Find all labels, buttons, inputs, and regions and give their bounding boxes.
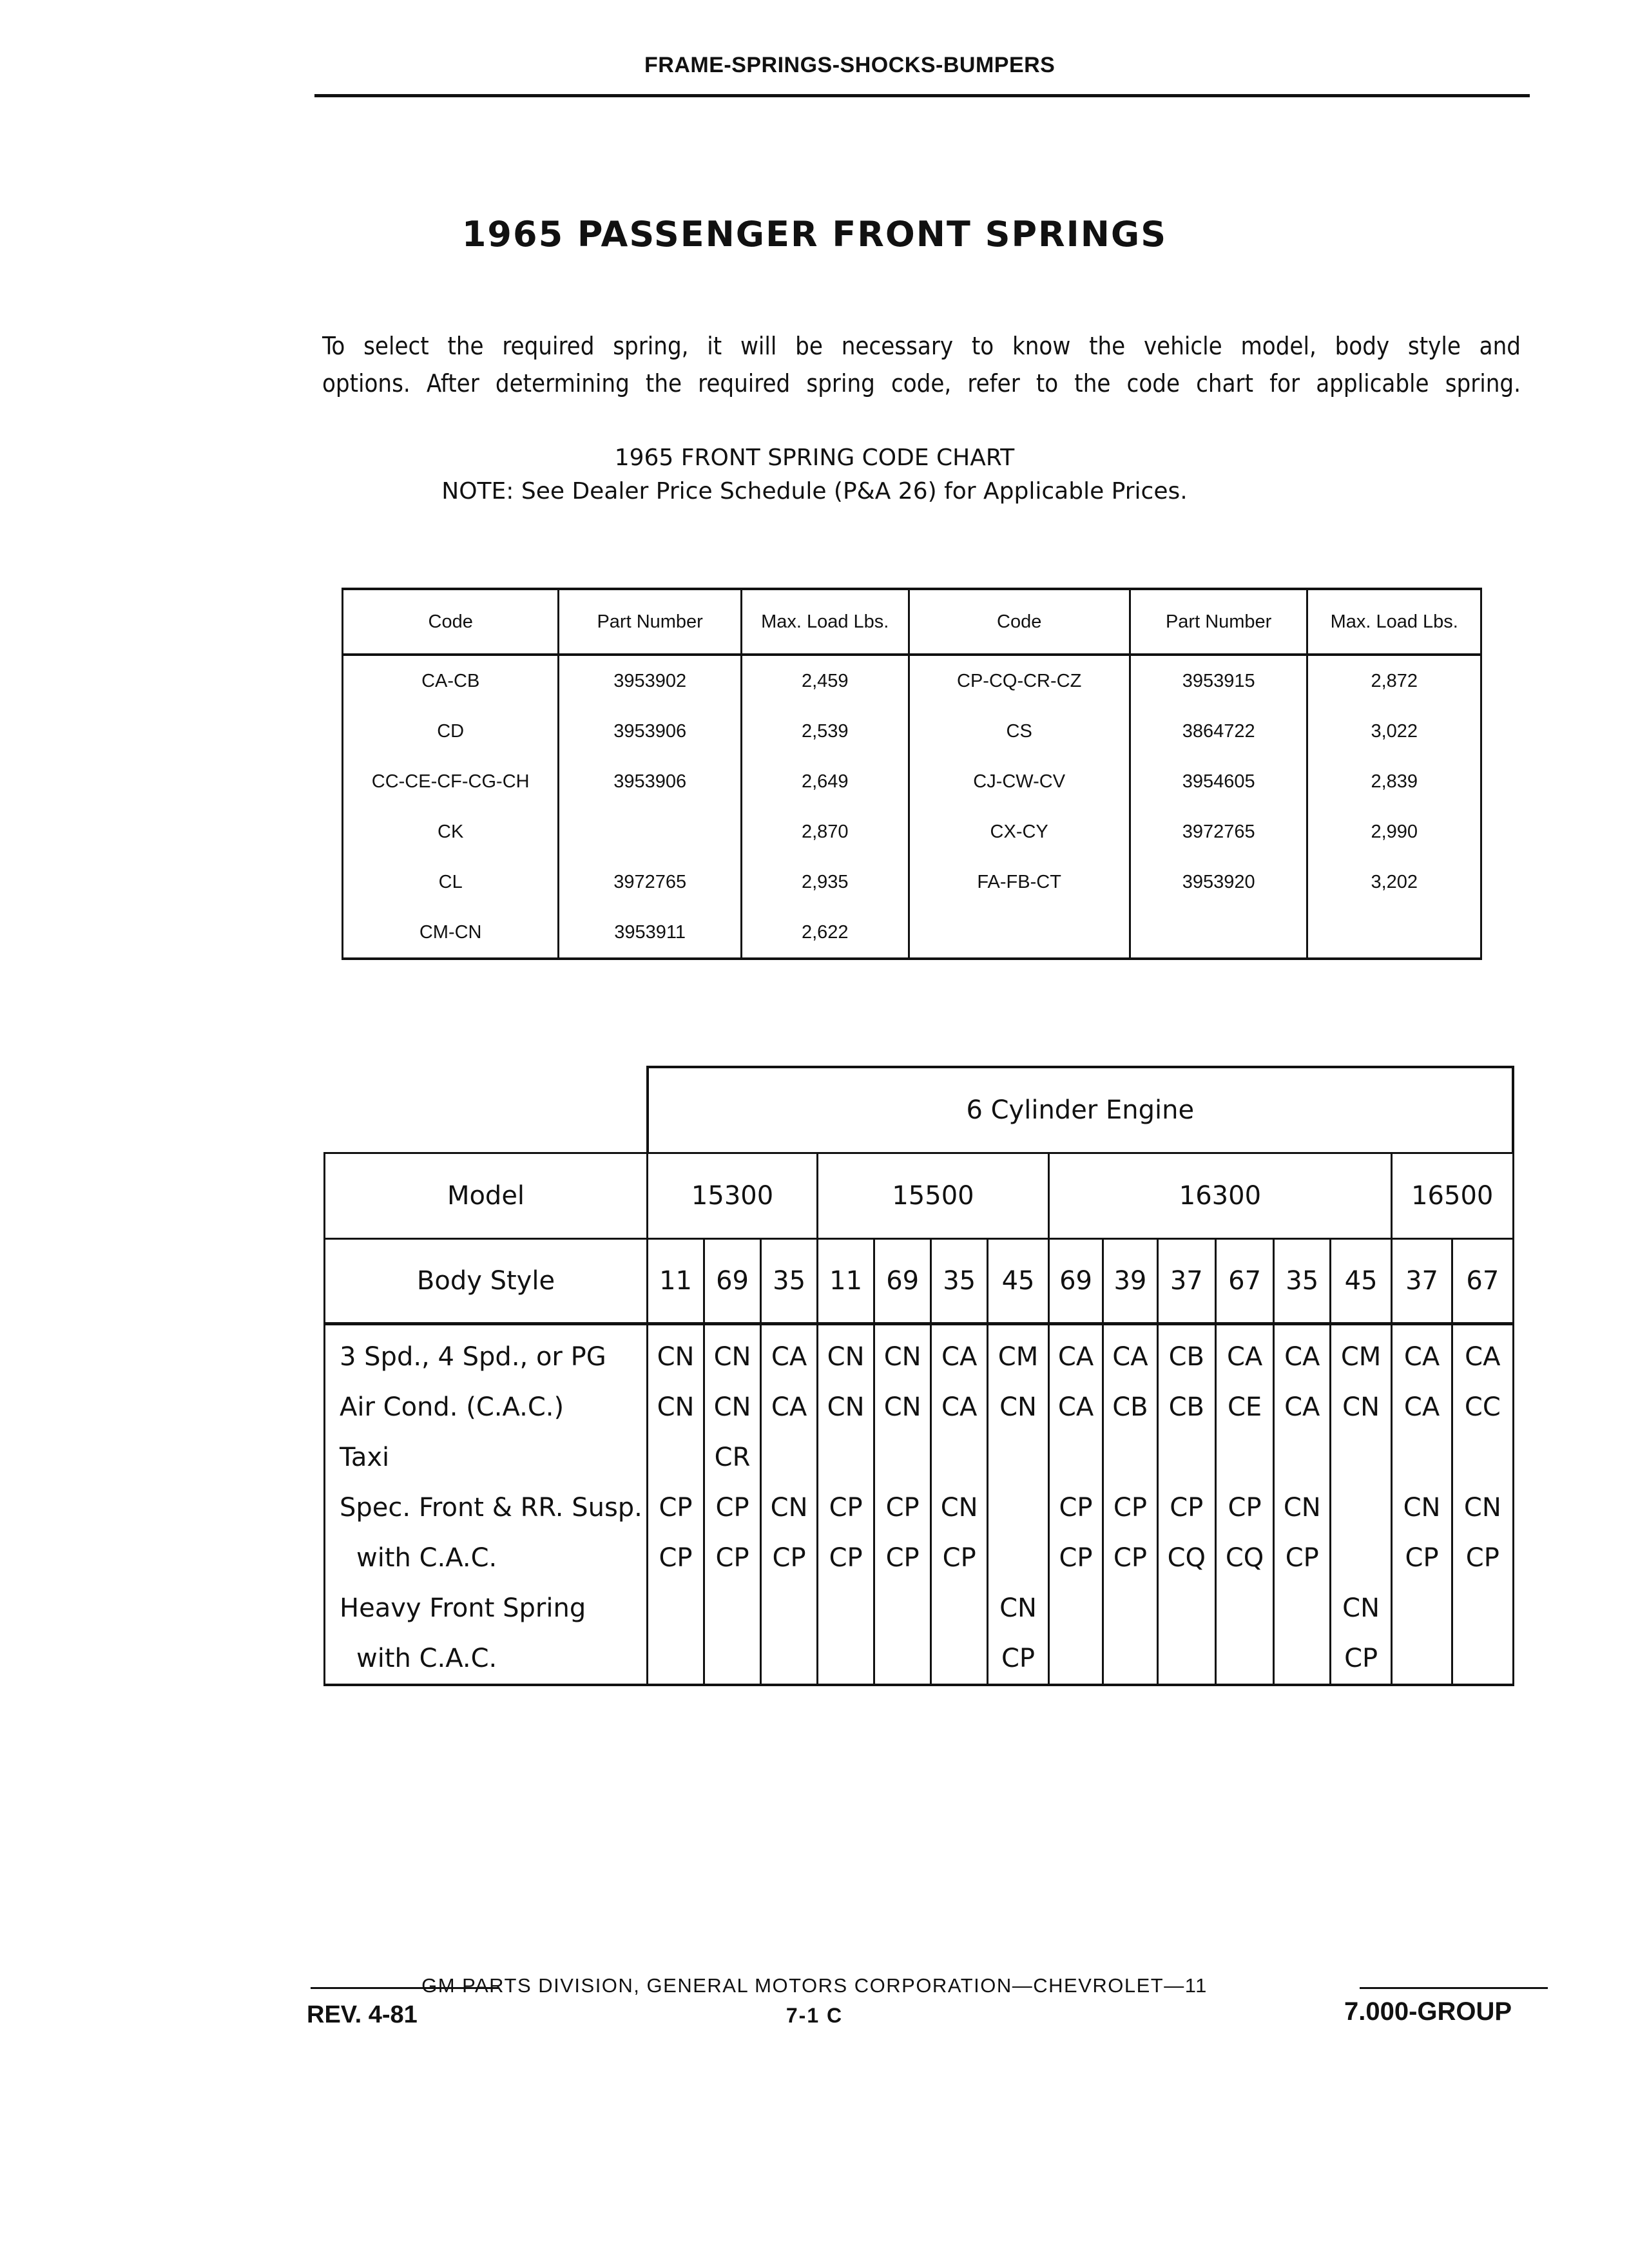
spring-code-chart: [342, 588, 1482, 960]
spring-code-cell: CB: [1103, 1382, 1157, 1432]
footer-revision: REV. 4-81: [307, 2001, 418, 2028]
spring-code-cell: CA: [1452, 1324, 1513, 1383]
code-chart-cell: CP-CQ-CR-CZ: [909, 655, 1130, 706]
code-chart-cell: 2,459: [741, 655, 909, 706]
body-style-cell: 69: [874, 1239, 931, 1324]
spring-code-cell: CN: [988, 1583, 1049, 1633]
intro-paragraph: [322, 327, 1521, 402]
table-row: [325, 1633, 1514, 1685]
spring-code-cell: [1103, 1583, 1157, 1633]
body-style-cell: 67: [1452, 1239, 1513, 1324]
spring-code-cell: CN: [1274, 1483, 1331, 1533]
model-header: 15500: [818, 1153, 1049, 1239]
footer-group: 7.000-GROUP: [1344, 1997, 1512, 2026]
spring-code-cell: CN: [704, 1382, 761, 1432]
engine-row: [325, 1067, 1514, 1153]
intro-line-2: options. After determining the required spring code, refer to the code chart for applicable spring.: [322, 369, 1521, 398]
body-style-cell: 67: [1215, 1239, 1273, 1324]
spring-code-cell: [1048, 1583, 1103, 1633]
body-style-cell: 35: [931, 1239, 988, 1324]
spring-code-cell: CB: [1157, 1382, 1215, 1432]
column-header: Max. Load Lbs.: [1307, 589, 1481, 655]
spring-code-cell: CC: [1452, 1382, 1513, 1432]
row-label: Heavy Front Spring: [325, 1583, 648, 1633]
page-title: 1965 PASSENGER FRONT SPRINGS: [461, 214, 1168, 255]
code-chart-cell: CA-CB: [343, 655, 559, 706]
model-header: 16500: [1391, 1153, 1513, 1239]
spring-code-cell: [1048, 1633, 1103, 1685]
spring-code-cell: [1391, 1583, 1452, 1633]
spring-code-cell: CM: [1331, 1324, 1392, 1383]
spring-code-cell: [1391, 1633, 1452, 1685]
spring-code-cell: CA: [931, 1382, 988, 1432]
code-chart-cell: [1130, 907, 1307, 959]
spring-code-cell: CP: [1215, 1483, 1273, 1533]
spring-code-cell: [931, 1432, 988, 1483]
spring-code-cell: CA: [931, 1324, 988, 1383]
spring-code-cell: CA: [1391, 1382, 1452, 1432]
chart-title: 1965 FRONT SPRING CODE CHART: [614, 445, 1015, 471]
header-rule: [314, 94, 1530, 97]
spring-code-cell: CA: [761, 1382, 818, 1432]
code-chart-cell: CD: [343, 706, 559, 756]
spring-code-cell: [761, 1583, 818, 1633]
spring-code-cell: CP: [648, 1533, 704, 1583]
spring-code-cell: [931, 1633, 988, 1685]
body-style-cell: 45: [988, 1239, 1049, 1324]
body-style-cell: 35: [761, 1239, 818, 1324]
row-label: Air Cond. (C.A.C.): [325, 1382, 648, 1432]
body-style-cell: 37: [1391, 1239, 1452, 1324]
engine-header: 6 Cylinder Engine: [648, 1067, 1514, 1153]
spring-code-cell: CR: [704, 1432, 761, 1483]
code-chart-cell: 2,872: [1307, 655, 1481, 706]
spring-code-cell: CA: [1274, 1324, 1331, 1383]
code-chart-cell: CM-CN: [343, 907, 559, 959]
spring-code-cell: [988, 1432, 1049, 1483]
spring-code-cell: CN: [648, 1324, 704, 1383]
body-style-cell: 35: [1274, 1239, 1331, 1324]
spring-code-cell: CP: [1274, 1533, 1331, 1583]
code-chart-cell: 3864722: [1130, 706, 1307, 756]
spring-code-cell: CP: [1103, 1533, 1157, 1583]
application-table-wrap: [323, 1066, 1514, 1686]
spring-code-cell: CN: [818, 1382, 874, 1432]
code-chart-cell: [909, 907, 1130, 959]
spring-code-cell: CA: [761, 1324, 818, 1383]
model-row: [325, 1153, 1514, 1239]
spring-code-cell: CP: [648, 1483, 704, 1533]
footer-page-number: 7-1 C: [786, 2004, 843, 2027]
spring-code-cell: [1391, 1432, 1452, 1483]
spring-code-cell: [874, 1432, 931, 1483]
spring-code-cell: [761, 1633, 818, 1685]
spring-code-cell: [1274, 1583, 1331, 1633]
spring-code-cell: CP: [1391, 1533, 1452, 1583]
spring-code-cell: CA: [1274, 1382, 1331, 1432]
spring-code-cell: CA: [1048, 1324, 1103, 1383]
spring-code-cell: CP: [818, 1483, 874, 1533]
spring-code-cell: [1048, 1432, 1103, 1483]
code-chart-cell: [1307, 907, 1481, 959]
code-chart-cell: 2,990: [1307, 807, 1481, 857]
code-chart-cell: 2,649: [741, 756, 909, 807]
spring-code-cell: CN: [1331, 1382, 1392, 1432]
spring-code-cell: [1331, 1533, 1392, 1583]
spring-code-cell: [988, 1533, 1049, 1583]
intro-line-1: To select the required spring, it will be necessary to know the vehicle model, body style and: [322, 332, 1521, 360]
code-chart-cell: 3953920: [1130, 857, 1307, 907]
spring-code-cell: CP: [1331, 1633, 1392, 1685]
spring-code-cell: CP: [1157, 1483, 1215, 1533]
spring-code-cell: [1157, 1633, 1215, 1685]
model-header: 15300: [648, 1153, 818, 1239]
spring-code-cell: CB: [1157, 1324, 1215, 1383]
body-style-cell: 11: [818, 1239, 874, 1324]
spring-code-cell: [1452, 1633, 1513, 1685]
spring-code-cell: [1157, 1583, 1215, 1633]
code-chart-cell: 3972765: [1130, 807, 1307, 857]
code-chart-header-row: [343, 589, 1481, 655]
code-chart-cell: 2,839: [1307, 756, 1481, 807]
spring-code-cell: CA: [1103, 1324, 1157, 1383]
spring-code-cell: CP: [704, 1533, 761, 1583]
spring-code-cell: CN: [874, 1324, 931, 1383]
spring-code-cell: CP: [761, 1533, 818, 1583]
spring-code-cell: [1274, 1633, 1331, 1685]
spring-code-cell: [1452, 1432, 1513, 1483]
table-row: [325, 1533, 1514, 1583]
spring-code-cell: [874, 1583, 931, 1633]
code-chart-cell: 3953915: [1130, 655, 1307, 706]
spring-code-cell: [761, 1432, 818, 1483]
spring-code-cell: CA: [1048, 1382, 1103, 1432]
model-header: 16300: [1048, 1153, 1391, 1239]
body-style-cell: 69: [704, 1239, 761, 1324]
spring-code-cell: [648, 1633, 704, 1685]
body-style-cell: 45: [1331, 1239, 1392, 1324]
table-row: [325, 1324, 1514, 1383]
code-chart-cell: CS: [909, 706, 1130, 756]
section-header: FRAME-SPRINGS-SHOCKS-BUMPERS: [644, 53, 1055, 77]
column-header: Max. Load Lbs.: [741, 589, 909, 655]
spring-code-cell: [1331, 1432, 1392, 1483]
spring-code-cell: CN: [931, 1483, 988, 1533]
blank-cell: [325, 1067, 648, 1153]
table-row: [325, 1483, 1514, 1533]
code-chart-cell: CX-CY: [909, 807, 1130, 857]
body-style-row: [325, 1239, 1514, 1324]
spring-code-cell: CA: [1391, 1324, 1452, 1383]
spring-code-cell: [704, 1633, 761, 1685]
spring-code-cell: CP: [704, 1483, 761, 1533]
spring-code-cell: [1274, 1432, 1331, 1483]
code-chart-cell: CL: [343, 857, 559, 907]
column-header: Code: [909, 589, 1130, 655]
spring-code-cell: [1103, 1633, 1157, 1685]
code-chart-cell: 3953906: [559, 706, 742, 756]
spring-code-cell: [1215, 1633, 1273, 1685]
code-chart-cell: 3953906: [559, 756, 742, 807]
row-label: with C.A.C.: [325, 1633, 648, 1685]
spring-code-cell: CP: [818, 1533, 874, 1583]
column-header: Code: [343, 589, 559, 655]
spring-code-cell: [1157, 1432, 1215, 1483]
code-chart-cell: 3953911: [559, 907, 742, 959]
spring-code-cell: CN: [988, 1382, 1049, 1432]
spring-code-cell: [818, 1583, 874, 1633]
spring-code-cell: CN: [648, 1382, 704, 1432]
spring-code-cell: CN: [1391, 1483, 1452, 1533]
spring-code-cell: [1103, 1432, 1157, 1483]
spring-code-cell: CQ: [1215, 1533, 1273, 1583]
spring-code-cell: CP: [874, 1533, 931, 1583]
spring-code-cell: CN: [704, 1324, 761, 1383]
code-chart-row: [343, 655, 1481, 706]
code-chart-cell: 2,870: [741, 807, 909, 857]
code-chart-cell: 3953902: [559, 655, 742, 706]
table-row: [325, 1382, 1514, 1432]
code-chart-cell: 3,022: [1307, 706, 1481, 756]
spring-code-cell: [704, 1583, 761, 1633]
spring-code-cell: [1331, 1483, 1392, 1533]
row-label: Spec. Front & RR. Susp.: [325, 1483, 648, 1533]
code-chart-cell: 3954605: [1130, 756, 1307, 807]
body-style-cell: 39: [1103, 1239, 1157, 1324]
spring-code-cell: [1215, 1583, 1273, 1633]
spring-code-cell: CN: [761, 1483, 818, 1533]
table-row: [325, 1432, 1514, 1483]
row-label: with C.A.C.: [325, 1533, 648, 1583]
spring-code-cell: CA: [1215, 1324, 1273, 1383]
body-style-cell: 11: [648, 1239, 704, 1324]
spring-code-cell: CM: [988, 1324, 1049, 1383]
code-chart-cell: [559, 807, 742, 857]
code-chart-row: [343, 857, 1481, 907]
spring-code-cell: CQ: [1157, 1533, 1215, 1583]
row-label: 3 Spd., 4 Spd., or PG: [325, 1324, 648, 1383]
code-chart-row: [343, 907, 1481, 959]
row-label: Taxi: [325, 1432, 648, 1483]
body-style-cell: 37: [1157, 1239, 1215, 1324]
spring-code-cell: CN: [874, 1382, 931, 1432]
spring-code-cell: [1215, 1432, 1273, 1483]
code-chart-cell: 2,622: [741, 907, 909, 959]
spring-code-cell: CN: [1331, 1583, 1392, 1633]
code-chart-row: [343, 706, 1481, 756]
spring-code-cell: [818, 1432, 874, 1483]
code-chart-cell: 2,935: [741, 857, 909, 907]
spring-application-table: [323, 1066, 1514, 1686]
code-chart-cell: FA-FB-CT: [909, 857, 1130, 907]
model-label: Model: [325, 1153, 648, 1239]
spring-code-cell: [648, 1583, 704, 1633]
spring-code-cell: CE: [1215, 1382, 1273, 1432]
column-header: Part Number: [1130, 589, 1307, 655]
footer-publisher: GM PARTS DIVISION, GENERAL MOTORS CORPORATION—CHEVROLET—11: [421, 1974, 1208, 1997]
spring-code-cell: [874, 1633, 931, 1685]
spring-code-cell: CP: [874, 1483, 931, 1533]
spring-code-cell: CP: [931, 1533, 988, 1583]
spring-code-cell: CP: [1048, 1483, 1103, 1533]
spring-code-cell: [818, 1633, 874, 1685]
column-header: Part Number: [559, 589, 742, 655]
spring-code-cell: [988, 1483, 1049, 1533]
code-chart-cell: CJ-CW-CV: [909, 756, 1130, 807]
spring-code-cell: CP: [1452, 1533, 1513, 1583]
spring-code-cell: CP: [1048, 1533, 1103, 1583]
code-chart-cell: CK: [343, 807, 559, 857]
code-chart-cell: 2,539: [741, 706, 909, 756]
body-style-cell: 69: [1048, 1239, 1103, 1324]
code-chart-row: [343, 807, 1481, 857]
spring-code-cell: CN: [818, 1324, 874, 1383]
spring-code-cell: CP: [1103, 1483, 1157, 1533]
code-chart-cell: 3,202: [1307, 857, 1481, 907]
spring-code-cell: CP: [988, 1633, 1049, 1685]
table-row: [325, 1583, 1514, 1633]
spring-code-cell: [931, 1583, 988, 1633]
code-chart-cell: CC-CE-CF-CG-CH: [343, 756, 559, 807]
spring-code-cell: [648, 1432, 704, 1483]
code-chart-cell: 3972765: [559, 857, 742, 907]
spring-code-cell: CN: [1452, 1483, 1513, 1533]
spring-code-cell: [1452, 1583, 1513, 1633]
code-chart-row: [343, 756, 1481, 807]
body-style-label: Body Style: [325, 1239, 648, 1324]
chart-note: NOTE: See Dealer Price Schedule (P&A 26) for Applicable Prices.: [441, 478, 1188, 505]
